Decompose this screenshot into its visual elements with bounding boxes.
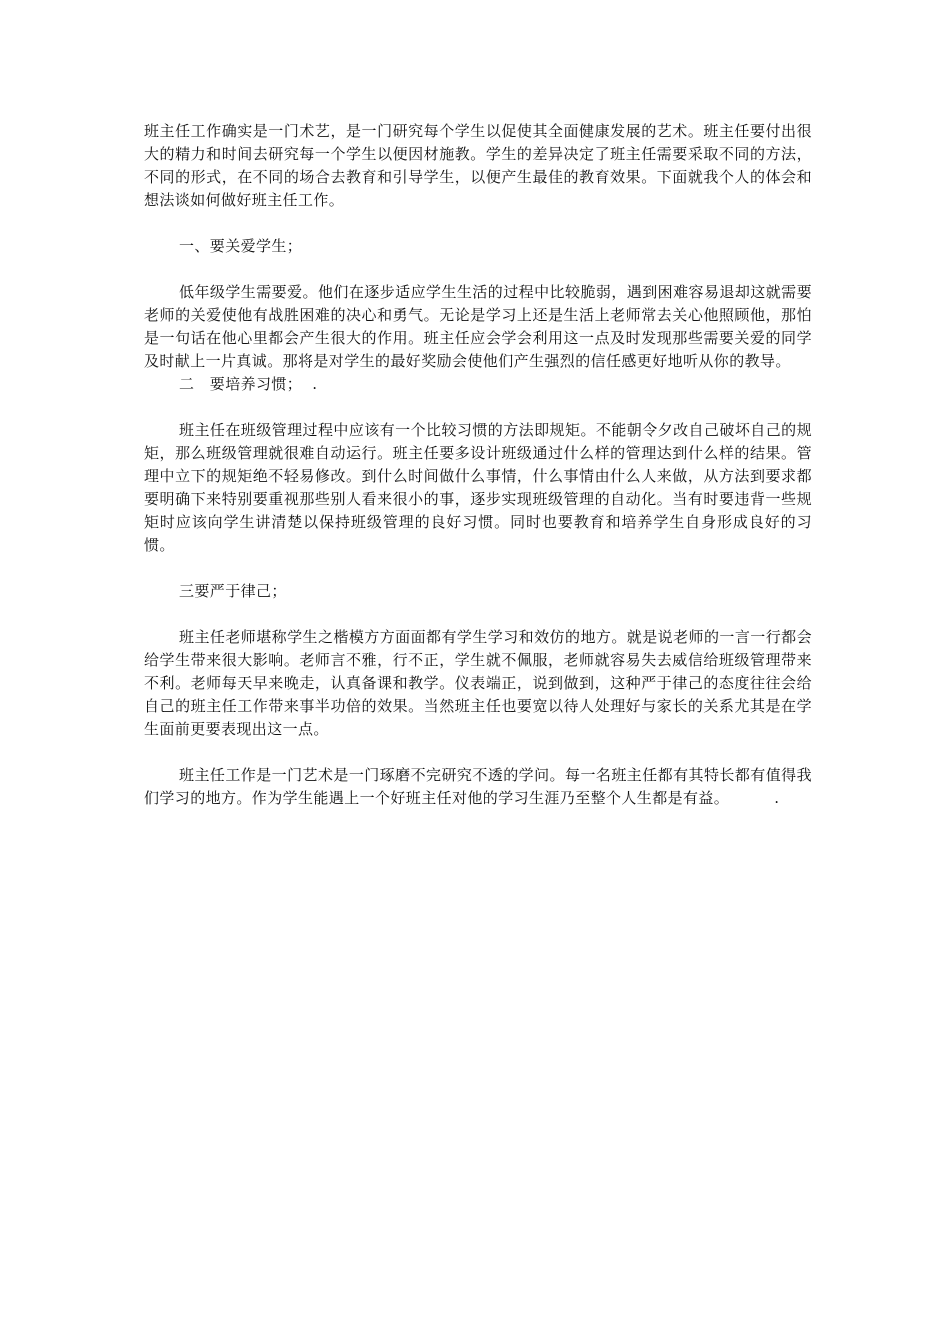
conclusion-paragraph-line: [144, 764, 812, 810]
section2-mark: .: [312, 375, 318, 393]
section1-heading: 一、要关爱学生；: [179, 237, 303, 255]
section3-paragraph: 班主任老师堪称学生之楷模方方面面都有学生学习和效仿的地方。就是说老师的一言一行都会给学生带来很大影响。老师言不雅，行不正，学生就不佩服，老师就容易失去威信给班级管理带来不利。老师每天早来晚走，认真备课和教学。仪表端正，说到做到，这种严于律己的态度往往会给自己的班主任工作带来事半功倍的效果。当然班主任也要宽以待人处理好与家长的关系尤其是在学生面前更要表现出这一点。: [144, 628, 812, 738]
intro-paragraph: 班主任工作确实是一门术艺，是一门研究每个学生以促使其全面健康发展的艺术。班主任要付出很大的精力和时间去研究每一个学生以便因材施教。学生的差异决定了班主任需要采取不同的方法，不同的形式，在不同的场合去教育和引导学生，以便产生最佳的教育效果。下面就我个人的体会和想法谈如何做好班主任工作。: [144, 122, 812, 209]
section2-paragraph: 班主任在班级管理过程中应该有一个比较习惯的方法即规矩。不能朝令夕改自己破坏自己的规矩，那么班级管理就很难自动运行。班主任要多设计班级通过什么样的管理达到什么样的结果。管理中立下的规矩绝不轻易修改。到什么时间做什么事情，什么事情由什么人来做，从方法到要求都要明确下来特别要重视那些别人看来很小的事，逐步实现班级管理的自动化。当有时要违背一些规矩时应该向学生讲清楚以保持班级管理的良好习惯。同时也要教育和培养学生自身形成良好的习惯。: [144, 421, 812, 554]
section1-paragraph: 低年级学生需要爱。他们在逐步适应学生生活的过程中比较脆弱，遇到困难容易退却这就需要老师的关爱使他有战胜困难的决心和勇气。无论是学习上还是生活上老师常去关心他照顾他，那怕是一句话在他心里都会产生很大的作用。班主任应会学会利用这一点及时发现那些需要关爱的同学及时献上一片真诚。那将是对学生的最好奖励会使他们产生强烈的信任感更好地听从你的教导。: [144, 283, 812, 370]
section2-heading-line: [144, 373, 812, 396]
section2-heading: 二 要培养习惯；: [179, 375, 303, 393]
conclusion-paragraph: 班主任工作是一门艺术是一门琢磨不完研究不透的学问。每一名班主任都有其特长都有值得我们学习的地方。作为学生能遇上一个好班主任对他的学习生涯乃至整个人生都是有益。: [144, 766, 812, 807]
document-body: [144, 120, 812, 810]
conclusion-mark: .: [774, 789, 780, 807]
section3-heading: 三要严于律己；: [179, 582, 287, 600]
